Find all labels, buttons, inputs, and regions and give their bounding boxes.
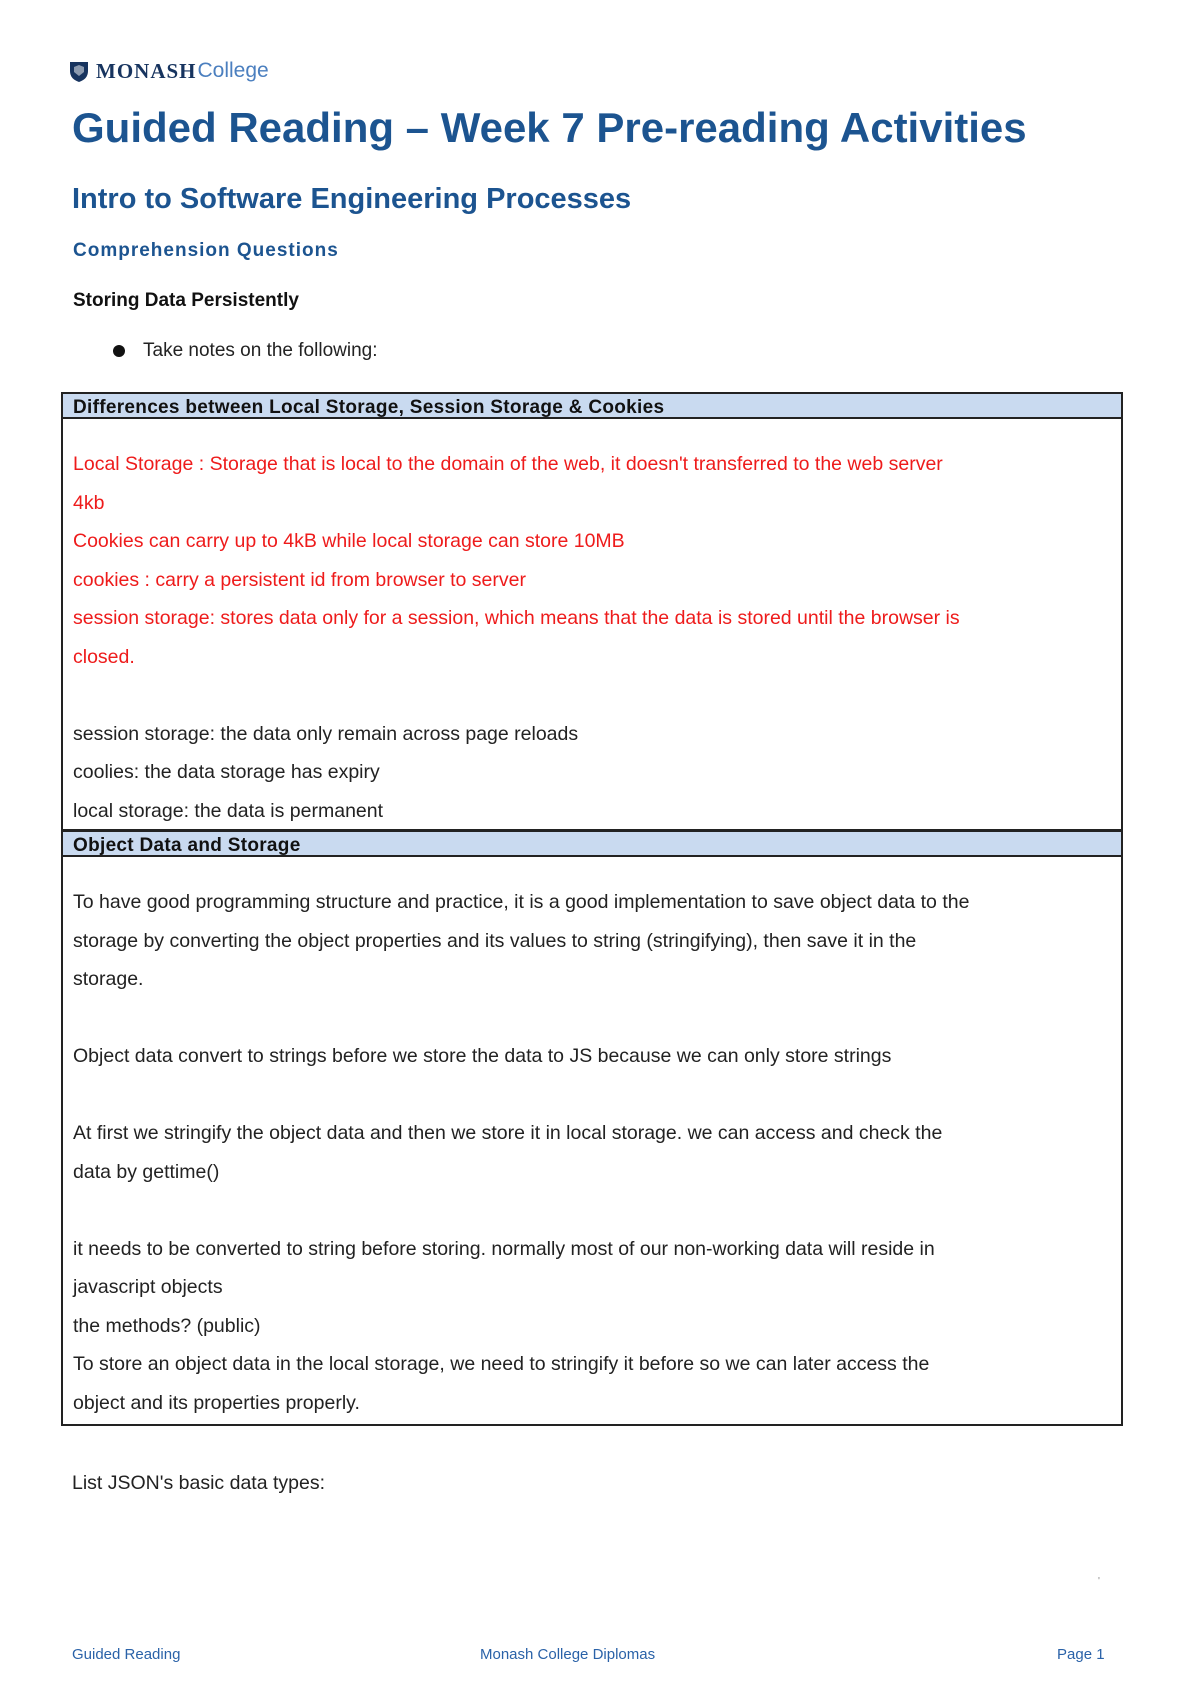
- note-line: storage by converting the object properties and its values to string (stringifying), then save it in the: [73, 929, 917, 952]
- shield-crest-icon: [68, 59, 90, 83]
- stray-mark: ': [1098, 1576, 1100, 1587]
- note-line: the methods? (public): [73, 1314, 261, 1337]
- note-line: Cookies can carry up to 4kB while local storage can store 10MB: [73, 530, 625, 552]
- footer-page-number: Page 1: [1057, 1646, 1105, 1663]
- footer-center-text: Monash College Diplomas: [480, 1646, 656, 1663]
- note-line-blank: [73, 1076, 1111, 1115]
- note-line-blank: [73, 999, 1111, 1038]
- json-data-types-prompt: List JSON's basic data types:: [72, 1472, 325, 1494]
- page-title: Guided Reading – Week 7 Pre-reading Activities: [72, 104, 1027, 151]
- note-line: closed.: [73, 645, 135, 668]
- bullet-text: Take notes on the following:: [143, 340, 378, 361]
- note-line: it needs to be converted to string before storing. normally most of our non-working data will reside in: [73, 1237, 935, 1260]
- table-body: [63, 857, 1121, 1422]
- note-line: data by gettime(): [73, 1160, 220, 1183]
- note-line: session storage: the data only remain across page reloads: [73, 722, 579, 745]
- notes-table-object-data: [61, 830, 1123, 1426]
- note-line: object and its properties properly.: [73, 1391, 360, 1414]
- page-subtitle: Intro to Software Engineering Processes: [72, 183, 632, 215]
- topic-heading: Storing Data Persistently: [73, 290, 299, 311]
- section-heading: Comprehension Questions: [73, 240, 339, 261]
- note-line: 4kb: [73, 491, 105, 514]
- monash-college-logo: [68, 57, 269, 85]
- note-line: To store an object data in the local storage, we need to stringify it before so we can later access the: [73, 1353, 930, 1375]
- note-line: coolies: the data storage has expiry: [73, 761, 380, 783]
- note-line: javascript objects: [73, 1276, 223, 1298]
- note-line: Local Storage : Storage that is local to the domain of the web, it doesn't transferred to the web server: [73, 453, 943, 475]
- note-line: storage.: [73, 968, 144, 990]
- notes-table-storage-differences: [61, 392, 1123, 831]
- bullet-item: [113, 340, 378, 362]
- logo-sub-text: College: [197, 59, 269, 82]
- note-line: At first we stringify the object data and then we store it in local storage. we can access and check the: [73, 1122, 943, 1144]
- logo-main-text: MONASH: [96, 58, 197, 83]
- note-line: Object data convert to strings before we store the data to JS because we can only store strings: [73, 1045, 892, 1067]
- table-header: Differences between Local Storage, Session Storage & Cookies: [63, 394, 1121, 419]
- note-line: local storage: the data is permanent: [73, 799, 384, 822]
- note-line: session storage: stores data only for a session, which means that the data is stored until the browser is: [73, 607, 960, 629]
- bullet-dot-icon: [113, 345, 125, 357]
- note-line-blank: [73, 676, 1111, 715]
- table-header: Object Data and Storage: [63, 832, 1121, 857]
- note-line: cookies : carry a persistent id from browser to server: [73, 568, 526, 591]
- footer-left-text: Guided Reading: [72, 1646, 181, 1663]
- table-body: [63, 419, 1121, 830]
- note-line: To have good programming structure and practice, it is a good implementation to save object data to the: [73, 891, 970, 913]
- note-line-blank: [73, 1191, 1111, 1230]
